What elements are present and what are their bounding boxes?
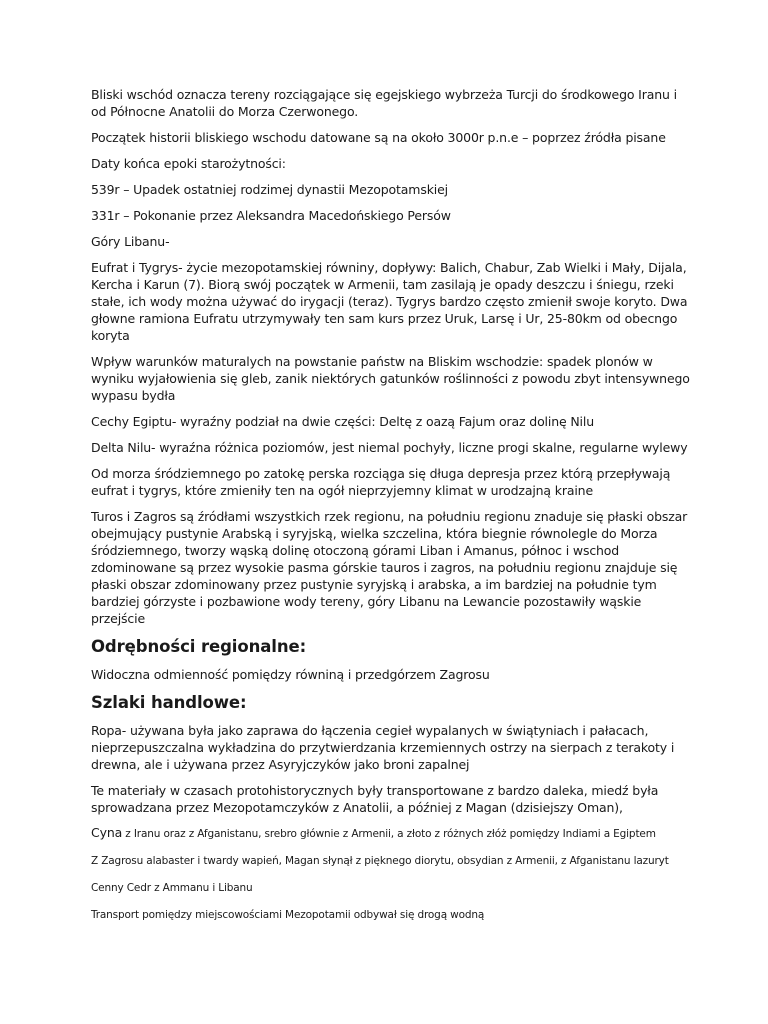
paragraph-depression: Od morza śródziemnego po zatokę perska rozciąga się długa depresja przez którą przepływają eufrat i tygrys, które zmieniły ten na ogół nieprzyjemny klimat w urodzajną kraine bbox=[91, 466, 671, 498]
paragraph-lebanon-mountains: Góry Libanu- bbox=[91, 234, 170, 249]
paragraph-definition: Bliski wschód oznacza tereny rozciągające się egejskiego wybrzeża Turcji do środkowego Iranu i od Północne Anatolii do Morza Czerwonego. bbox=[91, 87, 677, 119]
paragraph-euphrates-tigris: Eufrat i Tygrys- życie mezopotamskiej równiny, dopływy: Balich, Chabur, Zab Wielki i Mały, Dijala, Kercha i Karun (7). Biorą swój początek w Armenii, tam zasilają je opady deszczu i śniegu, rzeki stałe, ich wody można używać do irygacji (teraz). Tygrys bardzo często zmienił swoje koryto. Dwa głowne ramiona Eufratu utrzymywały ten sam kurs przez Uruk, Larsę i Ur, 25-80km od obecngo koryta bbox=[91, 260, 688, 343]
paragraph-transport: Transport pomiędzy miejscowościami Mezopotamii odbywał się drogą wodną bbox=[91, 909, 485, 921]
paragraph-nile-delta: Delta Nilu- wyraźna różnica poziomów, jest niemal pochyły, liczne progi skalne, regularne wylewy bbox=[91, 440, 688, 455]
paragraph-tin bbox=[91, 825, 691, 842]
paragraph-plain-foothills: Widoczna odmienność pomiędzy równiną i przedgórzem Zagrosu bbox=[91, 667, 490, 682]
paragraph-cedar: Cenny Cedr z Ammanu i Libanu bbox=[91, 882, 253, 894]
document-page bbox=[91, 86, 691, 935]
heading-regional-differences: Odrębności regionalne: bbox=[91, 637, 307, 656]
paragraph-date-331: 331r – Pokonanie przez Aleksandra Macedońskiego Persów bbox=[91, 208, 451, 223]
paragraph-natural-conditions: Wpływ warunków maturalych na powstanie państw na Bliskim wschodzie: spadek plonów w wyniku wyjałowienia się gleb, zanik niektórych gatunków roślinności z powodu zbyt intensywnego wypasu bydła bbox=[91, 354, 690, 403]
heading-trade-routes: Szlaki handlowe: bbox=[91, 693, 247, 712]
paragraph-oil: Ropa- używana była jako zaprawa do łączenia cegieł wypalanych w świątyniach i pałacach, nieprzepuszczalna wykładzina do przytwierdzania krzemiennych ostrzy na sierpach z terakoty i drewna, ale i używana przez Asyryjczyków jako broni zapalnej bbox=[91, 723, 675, 772]
paragraph-materials: Te materiały w czasach protohistorycznych były transportowane z bardzo daleka, miedź była sprowadzana przez Mezopotamczyków z Anatolii, a później z Magan (dzisiejszy Oman), bbox=[91, 783, 659, 815]
paragraph-zagros-stone: Z Zagrosu alabaster i twardy wapień, Magan słynął z pięknego diorytu, obsydian z Armenii, z Afganistanu lazuryt bbox=[91, 855, 669, 867]
paragraph-dates-heading: Daty końca epoki starożytności: bbox=[91, 156, 286, 171]
paragraph-history-start: Początek historii bliskiego wschodu datowane są na około 3000r p.n.e – poprzez źródła pisane bbox=[91, 130, 666, 145]
paragraph-tin-rest: z Iranu oraz z Afganistanu, srebro głównie z Armenii, a złoto z różnych złóż pomiędzy Indiami a Egiptem bbox=[122, 828, 656, 840]
paragraph-taurus-zagros: Turos i Zagros są źródłami wszystkich rzek regionu, na południu regionu znaduje się płaski obszar obejmujący pustynie Arabską i syryjską, wielka szczelina, która biegnie równolegle do Morza śródziemnego, tworzy wąską dolinę otoczoną górami Liban i Amanus, północ i wschod zdominowane są przez wysokie pasma górskie tauros i zagros, na południu regionu znajduje się płaski obszar zdominowany przez pustynie syryjską i arabska, a im bardziej na południe tym bardziej górzyste i pozbawione wody tereny, góry Libanu na Lewancie pozostawiły wąskie przejście bbox=[91, 509, 688, 626]
paragraph-date-539: 539r – Upadek ostatniej rodzimej dynastii Mezopotamskiej bbox=[91, 182, 448, 197]
paragraph-egypt-features: Cechy Egiptu- wyraźny podział na dwie części: Deltę z oazą Fajum oraz dolinę Nilu bbox=[91, 414, 594, 429]
paragraph-tin-lead: Cyna bbox=[91, 825, 123, 840]
